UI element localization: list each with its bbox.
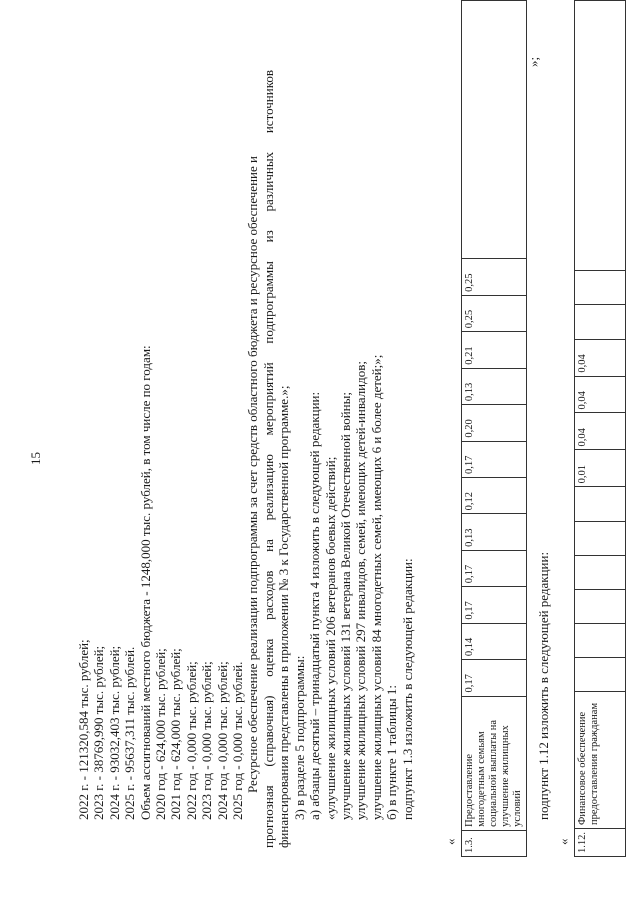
table-subitem-1-12 [574,0,626,857]
value-cell: 0,21 [462,332,527,368]
text-line: улучшение жилищных условий 131 ветерана Великой Отечественной войны; [337,392,353,820]
value-cell [575,589,626,623]
value-cell: 0,01 [575,450,626,487]
paragraph-line: прогнозная (справочная) оценка расходов на реализацию мероприятий подпрограммы из различных источников [260,70,276,848]
text-line: 2024 г. - 93032,403 тыс. рублей; [106,645,122,820]
value-cell: 0,20 [462,405,527,441]
paragraph-line: Ресурсное обеспечение реализации подпрограммы за счет средств областного бюджета и ресурсное обеспечение и [245,156,261,793]
text-line: 2025 г. - 95637,311 тыс. рублей. [122,646,138,820]
text-line: подпункт 1.3 изложить в следующей редакции: [399,558,415,820]
text-line: улучшение жилищных условий 84 многодетных семей, имеющих 6 и более детей;»; [368,354,384,820]
table-row [575,1,626,857]
value-cell [575,1,626,271]
text-line: 2024 год - 0,000 тыс. рублей; [214,661,230,820]
paragraph-line: финансирования представлены в приложении № 3 к Государственной программе.»; [276,385,292,848]
value-cell [575,305,626,339]
text-line: 2020 год - 624,000 тыс. рублей; [153,648,169,820]
value-cell: 0,04 [575,376,626,413]
document-body [76,70,415,848]
text-line: б) в пункте 1 таблицы 1: [384,685,400,820]
text-line: 2023 г. - 38769,990 тыс. рублей; [91,645,107,820]
row-name: Предоставление многодетным семьям социальной выплаты на улучшение жилищных условий [462,696,527,830]
value-cell: 0,04 [575,339,626,376]
value-cell: 0,25 [462,295,527,331]
text-line: 2022 год - 0,000 тыс. рублей; [183,661,199,820]
row-number: 1.3. [462,830,527,856]
value-cell: 0,25 [462,259,527,295]
value-cell [575,555,626,589]
text-line: Объем ассигнований местного бюджета - 1248,000 тыс. рублей, в том числе по годам: [137,345,153,820]
text-line: подпункт 1.12 изложить в следующей редакции: [536,551,551,820]
value-cell [575,521,626,555]
text-line: 2021 год - 624,000 тыс. рублей; [168,648,184,820]
text-line: «улучшение жилищных условий 206 ветеранов боевых действий; [322,456,338,820]
value-cell: 0,17 [462,660,527,696]
text-line: 2022 г. - 121320,584 тыс. рублей; [76,639,91,820]
value-cell: 0,13 [462,514,527,550]
value-cell [575,624,626,658]
value-cell [575,658,626,692]
row-name: Финансовое обеспечение предоставления гражданам [575,692,626,829]
value-cell [462,1,527,259]
value-cell: 0,17 [462,587,527,623]
text-line: 2023 год - 0,000 тыс. рублей; [199,661,215,820]
close-quote: »; [526,56,541,67]
text-line: улучшение жилищных условий 297 инвалидов, семей, имеющих детей-инвалидов; [353,360,369,820]
value-cell: 0,04 [575,413,626,450]
value-cell: 0,14 [462,623,527,659]
table-row [462,1,527,857]
table-subitem-1-3 [461,0,527,857]
open-quote: « [556,838,571,845]
value-cell [575,487,626,521]
row-number: 1.12. [575,829,626,857]
text-line: 2025 год - 0,000 тыс. рублей. [230,661,246,820]
open-quote: « [443,838,458,845]
text-line: а) абзацы десятый – тринадцатый пункта 4 изложить в следующей редакции: [307,391,323,820]
value-cell: 0,12 [462,477,527,513]
text-line: 3) в разделе 5 подпрограммы: [291,655,307,820]
value-cell: 0,17 [462,441,527,477]
value-cell: 0,17 [462,550,527,586]
value-cell [575,271,626,305]
value-cell: 0,13 [462,368,527,404]
page-number: 15 [28,452,43,465]
